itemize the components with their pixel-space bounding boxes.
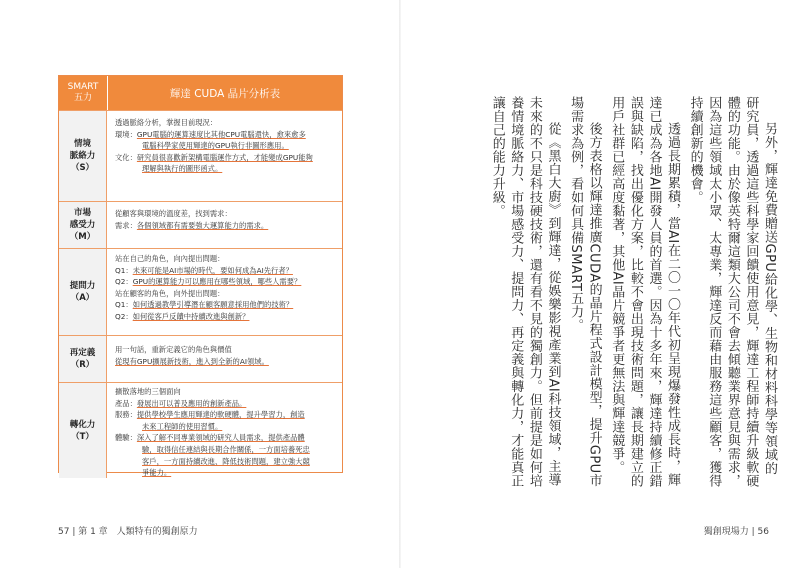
item-prefix: 文化： [115, 152, 137, 162]
question-item [115, 311, 334, 323]
row-label-s [59, 111, 107, 201]
item-text: 各個領域都有需要強大運算能力的需求。 [136, 220, 269, 230]
q-text: 未來可能是AI市場的時代，要如何成為AI先行者？ [132, 265, 293, 275]
row-content-r [107, 336, 342, 382]
item-demand [115, 220, 334, 232]
item-text: GPU電腦的運算速度比其他CPU電腦還快，愈來愈多 [136, 129, 306, 139]
body-paragraph: 從《黑白大廚》到輝達，從娛樂影視產業到AI科技領域，主導未來的不只是科技硬技術，還有看不見的獨創力。但前提是如何培養情境脈絡力、市場感受力、提問力、再定義與轉化力，才能真正讓自己的能力升級。 [489, 96, 561, 488]
row-content-t [107, 383, 342, 478]
item-environment [115, 129, 334, 141]
redefine-statement [115, 356, 334, 368]
item-product [115, 398, 334, 410]
q-prefix: Q2： [115, 277, 133, 287]
label-line: 再定義 [69, 348, 96, 358]
row-label-a [59, 249, 107, 335]
q-text: GPU的運算能力可以應用在哪些領域，哪些人需要？ [132, 277, 302, 287]
body-paragraph: 透過長期累積，當AI在二〇一〇年代初呈現爆發性成長時，輝達已成為各地AI開發人員的首選。因為十多年來，輝達持續修正錯誤與缺陷，找出優化方案，比較不會出現技術問題，讓長期建立的用戶社群已經高度黏著，其他AI晶片競爭者更無法與輝達競爭。 [609, 96, 681, 488]
footer-right-page-number: 獨創現場力 | 56 [703, 527, 769, 537]
item-prefix: 環境： [115, 129, 137, 139]
item-text: 電腦科學家使用輝達的GPU執行非圖形應用。 [142, 141, 289, 151]
q-prefix: Q1： [115, 300, 133, 310]
question-item [115, 276, 334, 288]
label-line: （R） [70, 360, 95, 370]
item-prefix: 產品： [115, 398, 137, 408]
row-intro: 透過脈絡分析，掌握目前現況： [115, 118, 218, 127]
row-content-s [107, 111, 342, 201]
label-line: 脈絡力 [69, 151, 96, 161]
row-intro: 擴散落地的三個面向 [115, 387, 181, 396]
item-culture [115, 152, 334, 164]
label-line: （M） [69, 232, 96, 242]
row-label-m [59, 202, 107, 248]
item-text: 驗，取得信任連結與長期合作關係，一方面培養死忠 [142, 444, 310, 454]
q-prefix: Q2： [115, 311, 133, 321]
row-label-r [59, 336, 107, 382]
row-label-t [59, 383, 107, 478]
item-text: 發展出可以普及應用的創新產品。 [136, 398, 247, 408]
item-continuation [115, 467, 334, 479]
body-paragraph: 另外，輝達免費贈送GPU給化學、生物和材料科學等領域的研究員，透過這些科學家回饋使用意見，輝達工程師持續升級軟硬體的功能。由於像英特爾這類大公司不會去傾聽業界意見與需求，因為這些領域太小眾、太專業，輝達反而藉由服務這些顧客，獲得持續創新的機會。 [687, 96, 777, 488]
label-line: 情境 [73, 139, 91, 149]
q-text: 如何透過教學引導潛在顧客願意採用他們的技術？ [132, 300, 294, 310]
header-five-powers: 五力 [73, 93, 92, 103]
header-smart: SMART [67, 82, 99, 92]
item-continuation [115, 421, 334, 433]
item-text: 提供學校學生應用輝達的軟硬體，提升學習力，創造 [136, 410, 305, 420]
item-text: 深入了解不同專業領域的研究人員需求，提供產品體 [136, 433, 305, 443]
item-continuation [115, 456, 334, 468]
item-service [115, 409, 334, 421]
question-item [115, 265, 334, 277]
body-text-vertical [406, 96, 778, 488]
question-item [115, 299, 334, 311]
group-intro: 站在顧客的角色，向外提出問題： [115, 288, 225, 298]
item-text: 理解與執行的圖形函式。 [142, 164, 223, 174]
label-line: （S） [70, 163, 95, 173]
smart-analysis-table [58, 75, 343, 478]
item-prefix: 體驗： [115, 433, 137, 443]
item-text: 未來工程師的使用習慣。 [142, 421, 223, 431]
label-line: （T） [71, 431, 94, 442]
label-line: 市場 [73, 208, 91, 218]
body-paragraph: 後方表格以輝達推廣CUDA的晶片程式設計模型，提升GPU市場需求為例，看如何具備SMART五力。 [568, 96, 602, 488]
table-row-r [59, 335, 342, 382]
item-prefix: 服務： [115, 410, 137, 420]
item-experience [115, 432, 334, 444]
header-smart-cell [59, 76, 108, 110]
item-text: 客戶，一方面持續改進、降低技術問題，建立強大競 [142, 456, 310, 466]
row-intro: 從顧客與環境的溫度差，找到需求： [115, 209, 232, 218]
item-continuation [115, 140, 334, 152]
table-row-t [59, 382, 342, 478]
group-intro: 站在自己的角色，向內提出問題： [115, 254, 225, 263]
table-header [59, 76, 342, 110]
item-continuation [115, 163, 334, 175]
label-line: （A） [70, 293, 95, 303]
statement-text: 從現有GPU擴展新技術，進入到全新的AI領域。 [115, 356, 269, 366]
table-row-a [59, 248, 342, 335]
item-text: 爭能力。 [142, 468, 172, 478]
label-line: 感受力 [69, 220, 96, 230]
q-text: 如何從客戶反饋中持續改進與創新？ [132, 311, 250, 321]
row-content-a [107, 249, 342, 335]
item-prefix: 需求： [115, 220, 137, 230]
label-line: 轉化力 [69, 419, 96, 430]
table-row-s [59, 110, 342, 201]
q-prefix: Q1： [115, 265, 133, 275]
label-line: 提問力 [69, 281, 96, 291]
table-row-m [59, 201, 342, 248]
header-title: 輝達 CUDA 晶片分析表 [169, 87, 281, 100]
page-gutter [399, 0, 401, 568]
item-continuation [115, 444, 334, 456]
row-intro: 用一句話，重新定義它的角色與價值 [115, 345, 232, 354]
footer-left-page-number: 57 | 第 1 章 人類特有的獨創原力 [58, 527, 198, 537]
item-text: 研究員很喜歡新架構電腦運作方式，才能變成GPU能夠 [136, 152, 313, 162]
row-content-m [107, 202, 342, 248]
